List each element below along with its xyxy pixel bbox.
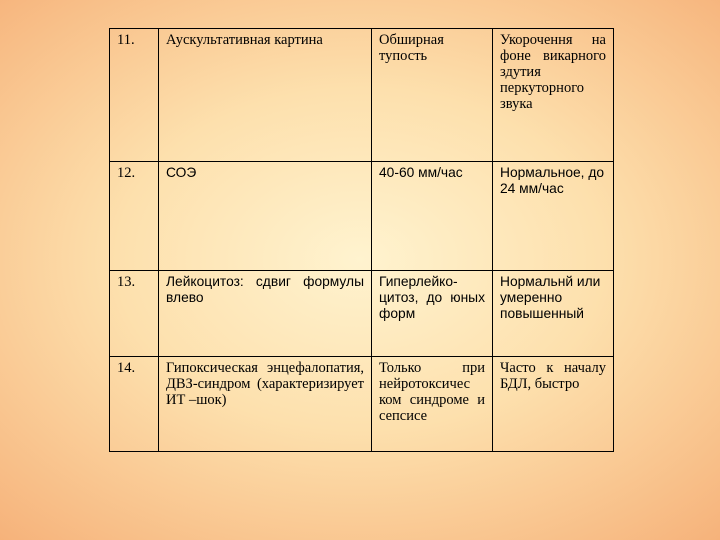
comparison-table [109, 28, 614, 452]
indicator-value: Гиперлейко-цитоз, до юных форм [372, 271, 493, 357]
table-row [110, 162, 614, 271]
indicator-name: Аускультативная картина [159, 29, 372, 162]
indicator-norm: Нормальное, до 24 мм/час [493, 162, 614, 271]
row-number: 11. [110, 29, 159, 162]
indicator-value: Обширная тупость [372, 29, 493, 162]
indicator-norm: Нормальнй или умеренно повышенный [493, 271, 614, 357]
indicator-value: 40-60 мм/час [372, 162, 493, 271]
table-row [110, 357, 614, 452]
table-row [110, 29, 614, 162]
indicator-norm: Часто к началу БДЛ, быстро [493, 357, 614, 452]
row-number: 12. [110, 162, 159, 271]
row-number: 14. [110, 357, 159, 452]
row-number: 13. [110, 271, 159, 357]
indicator-name: Гипоксическая энцефалопатия, ДВЗ-синдром (характеризирует ИТ –шок) [159, 357, 372, 452]
indicator-value: Только при нейротоксичес ком синдроме и сепсисе [372, 357, 493, 452]
table-row [110, 271, 614, 357]
indicator-norm: Укорочення на фоне викарного здутия перкуторного звука [493, 29, 614, 162]
indicator-name: СОЭ [159, 162, 372, 271]
indicator-name: Лейкоцитоз: сдвиг формулы влево [159, 271, 372, 357]
